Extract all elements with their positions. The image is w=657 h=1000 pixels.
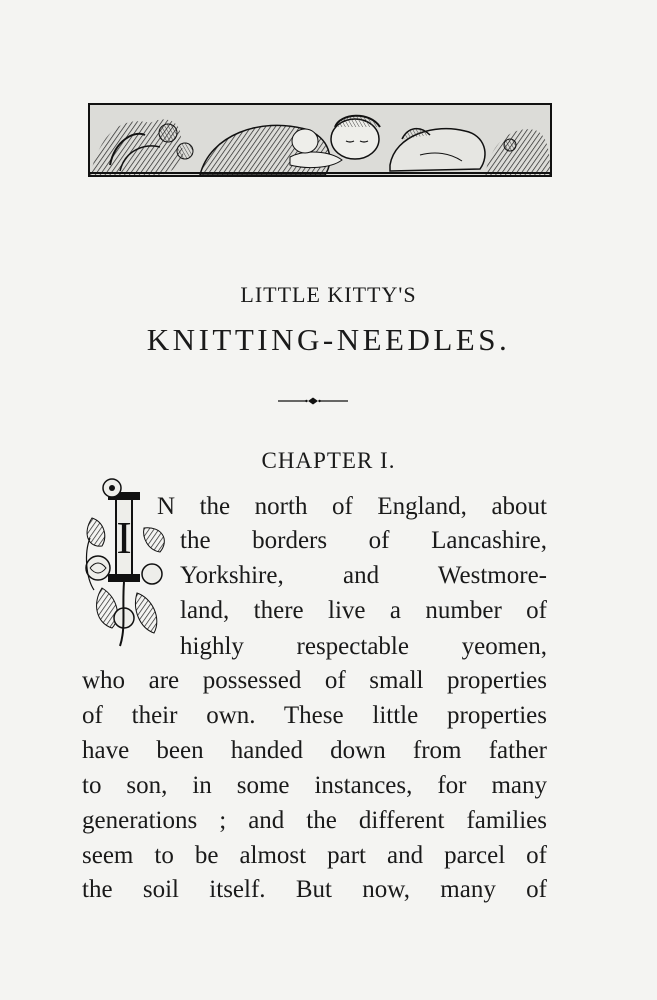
title-line-2: KNITTING-NEEDLES.: [146, 322, 511, 357]
body-line: generations ; and the different families: [82, 807, 547, 834]
chapter-heading: CHAPTER I.: [261, 448, 396, 473]
body-line: to son, in some instances, for many: [82, 772, 547, 799]
title-line-1: LITTLE KITTY'S: [240, 282, 417, 307]
body-line: have been handed down from father: [82, 737, 547, 764]
body-line: seem to be almost part and parcel of: [82, 842, 547, 869]
drop-cap-letter: I: [116, 512, 132, 563]
body-line: highly respectable yeomen,: [180, 633, 547, 660]
headpiece-engraving: [88, 103, 552, 177]
body-line: land, there live a number of: [180, 597, 547, 624]
body-line: N the north of England, about: [157, 493, 547, 520]
body-line: the soil itself. But now, many of: [82, 876, 547, 903]
body-line: who are possessed of small properties: [82, 667, 547, 694]
ornamental-rule-icon: [278, 396, 348, 406]
body-line: of their own. These little properties: [82, 702, 547, 729]
body-line: Yorkshire, and Westmore-: [180, 562, 547, 589]
sleeping-child-engraving-icon: [90, 105, 550, 175]
body-line: the borders of Lancashire,: [180, 527, 547, 554]
